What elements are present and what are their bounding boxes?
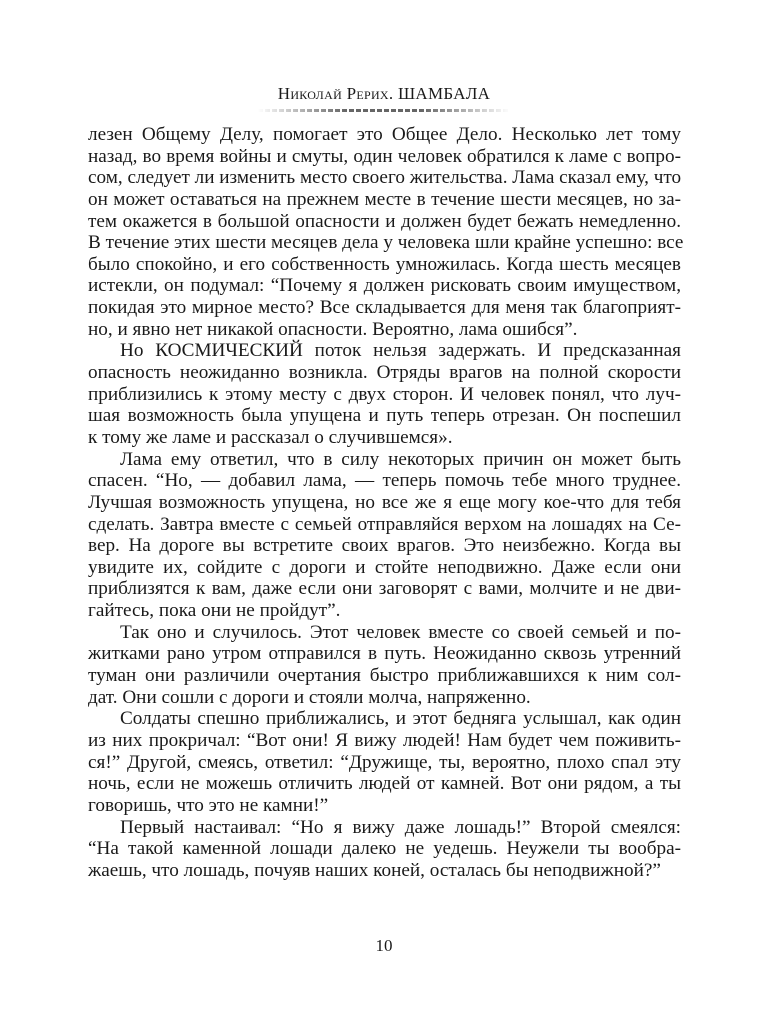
text-line: опасность неожиданно возникла. Отряды врагов на полной скорости — [88, 362, 681, 384]
page-number: 10 — [375, 936, 393, 955]
text-line: сом, следует ли изменить место своего жительства. Лама сказал ему, что — [88, 167, 682, 189]
paragraph — [88, 817, 681, 882]
text-line: Лучшая возможность упущена, но все же я еще могу кое-что для тебя — [88, 491, 681, 513]
text-line: из них прокричал: “Вот они! Я вижу людей! Нам будет чем поживить- — [88, 729, 681, 751]
text-line: приблизятся к вам, даже если они заговорят с вами, молчите и не дви- — [88, 578, 681, 600]
paragraph — [88, 340, 681, 448]
text-line: приблизились к этому месту с двух сторон. И человек понял, что луч- — [88, 383, 681, 405]
text-line: жаешь, что лошадь, почуяв наших коней, осталась бы неподвижной?” — [88, 859, 661, 881]
header-divider — [258, 109, 510, 112]
text-line: сделать. Завтра вместе с семьей отправляйся верхом на лошадях на Се- — [88, 513, 681, 535]
paragraph — [88, 449, 681, 622]
text-line: спасен. “Но, — добавил лама, — теперь помочь тебе много труднее. — [88, 470, 681, 492]
text-line: ся!” Другой, смеясь, ответил: “Дружище, ты, вероятно, плохо спал эту — [88, 751, 681, 773]
text-line: говоришь, что это не камни!” — [88, 794, 329, 816]
page-body — [88, 124, 684, 881]
text-line: Солдаты спешно приближались, и этот бедняга услышал, как один — [120, 708, 681, 730]
text-line: было спокойно, и его собственность умножилась. Когда шесть месяцев — [88, 253, 681, 275]
text-line: назад, во время войны и смуты, один человек обратился к ламе с вопро- — [88, 145, 681, 167]
text-line: Но КОСМИЧЕСКИЙ поток нельзя задержать. И предсказанная — [120, 340, 681, 362]
paragraph — [88, 622, 681, 709]
text-line: Первый настаивал: “Но я вижу даже лошадь!” Второй смеялся: — [120, 816, 681, 838]
text-line: к тому же ламе и рассказал о случившемся». — [88, 426, 453, 448]
text-line: дат. Они сошли с дороги и стояли молча, напряженно. — [88, 686, 531, 708]
text-line: лезен Общему Делу, помогает это Общее Дело. Несколько лет тому — [88, 124, 681, 145]
text-line: гайтесь, пока они не пройдут”. — [88, 600, 341, 622]
text-line: житками рано утром отправился в путь. Неожиданно сквозь утренний — [88, 643, 681, 665]
running-header: Николай Рерих. ШАМБАЛА — [277, 84, 491, 103]
text-line: тем окажется в большой опасности и должен будет бежать немедленно. — [88, 210, 681, 232]
text-line: истекли, он подумал: “Почему я должен рисковать своим имуществом, — [88, 275, 681, 297]
text-line: туман они различили очертания быстро приближавшихся к ним сол- — [88, 665, 681, 687]
text-line: Лама ему ответил, что в силу некоторых причин он может быть — [120, 448, 681, 470]
text-line: увидите их, сойдите с дороги и стойте неподвижно. Даже если они — [88, 556, 681, 578]
text-line: шая возможность была упущена и путь теперь отрезан. Он поспешил — [88, 405, 681, 427]
text-line: вер. На дороге вы встретите своих врагов. Это неизбежно. Когда вы — [88, 535, 681, 557]
paragraph — [88, 124, 684, 340]
paragraph — [88, 708, 681, 816]
text-line: Так оно и случилось. Этот человек вместе со своей семьей и по- — [120, 621, 681, 643]
text-line: В течение этих шести месяцев дела у человека шли крайне успешно: все — [88, 232, 684, 254]
text-line: покидая это мирное место? Все складывается для меня так благоприят- — [88, 297, 681, 319]
text-line: ночь, если не можешь отличить людей от камней. Вот они рядом, а ты — [88, 773, 681, 795]
text-line: но, и явно нет никакой опасности. Вероятно, лама ошибся”. — [88, 318, 578, 340]
text-line: он может оставаться на прежнем месте в течение шести месяцев, но за- — [88, 188, 681, 210]
text-line: “На такой каменной лошади далеко не уедешь. Неужели ты вообра- — [88, 838, 681, 860]
